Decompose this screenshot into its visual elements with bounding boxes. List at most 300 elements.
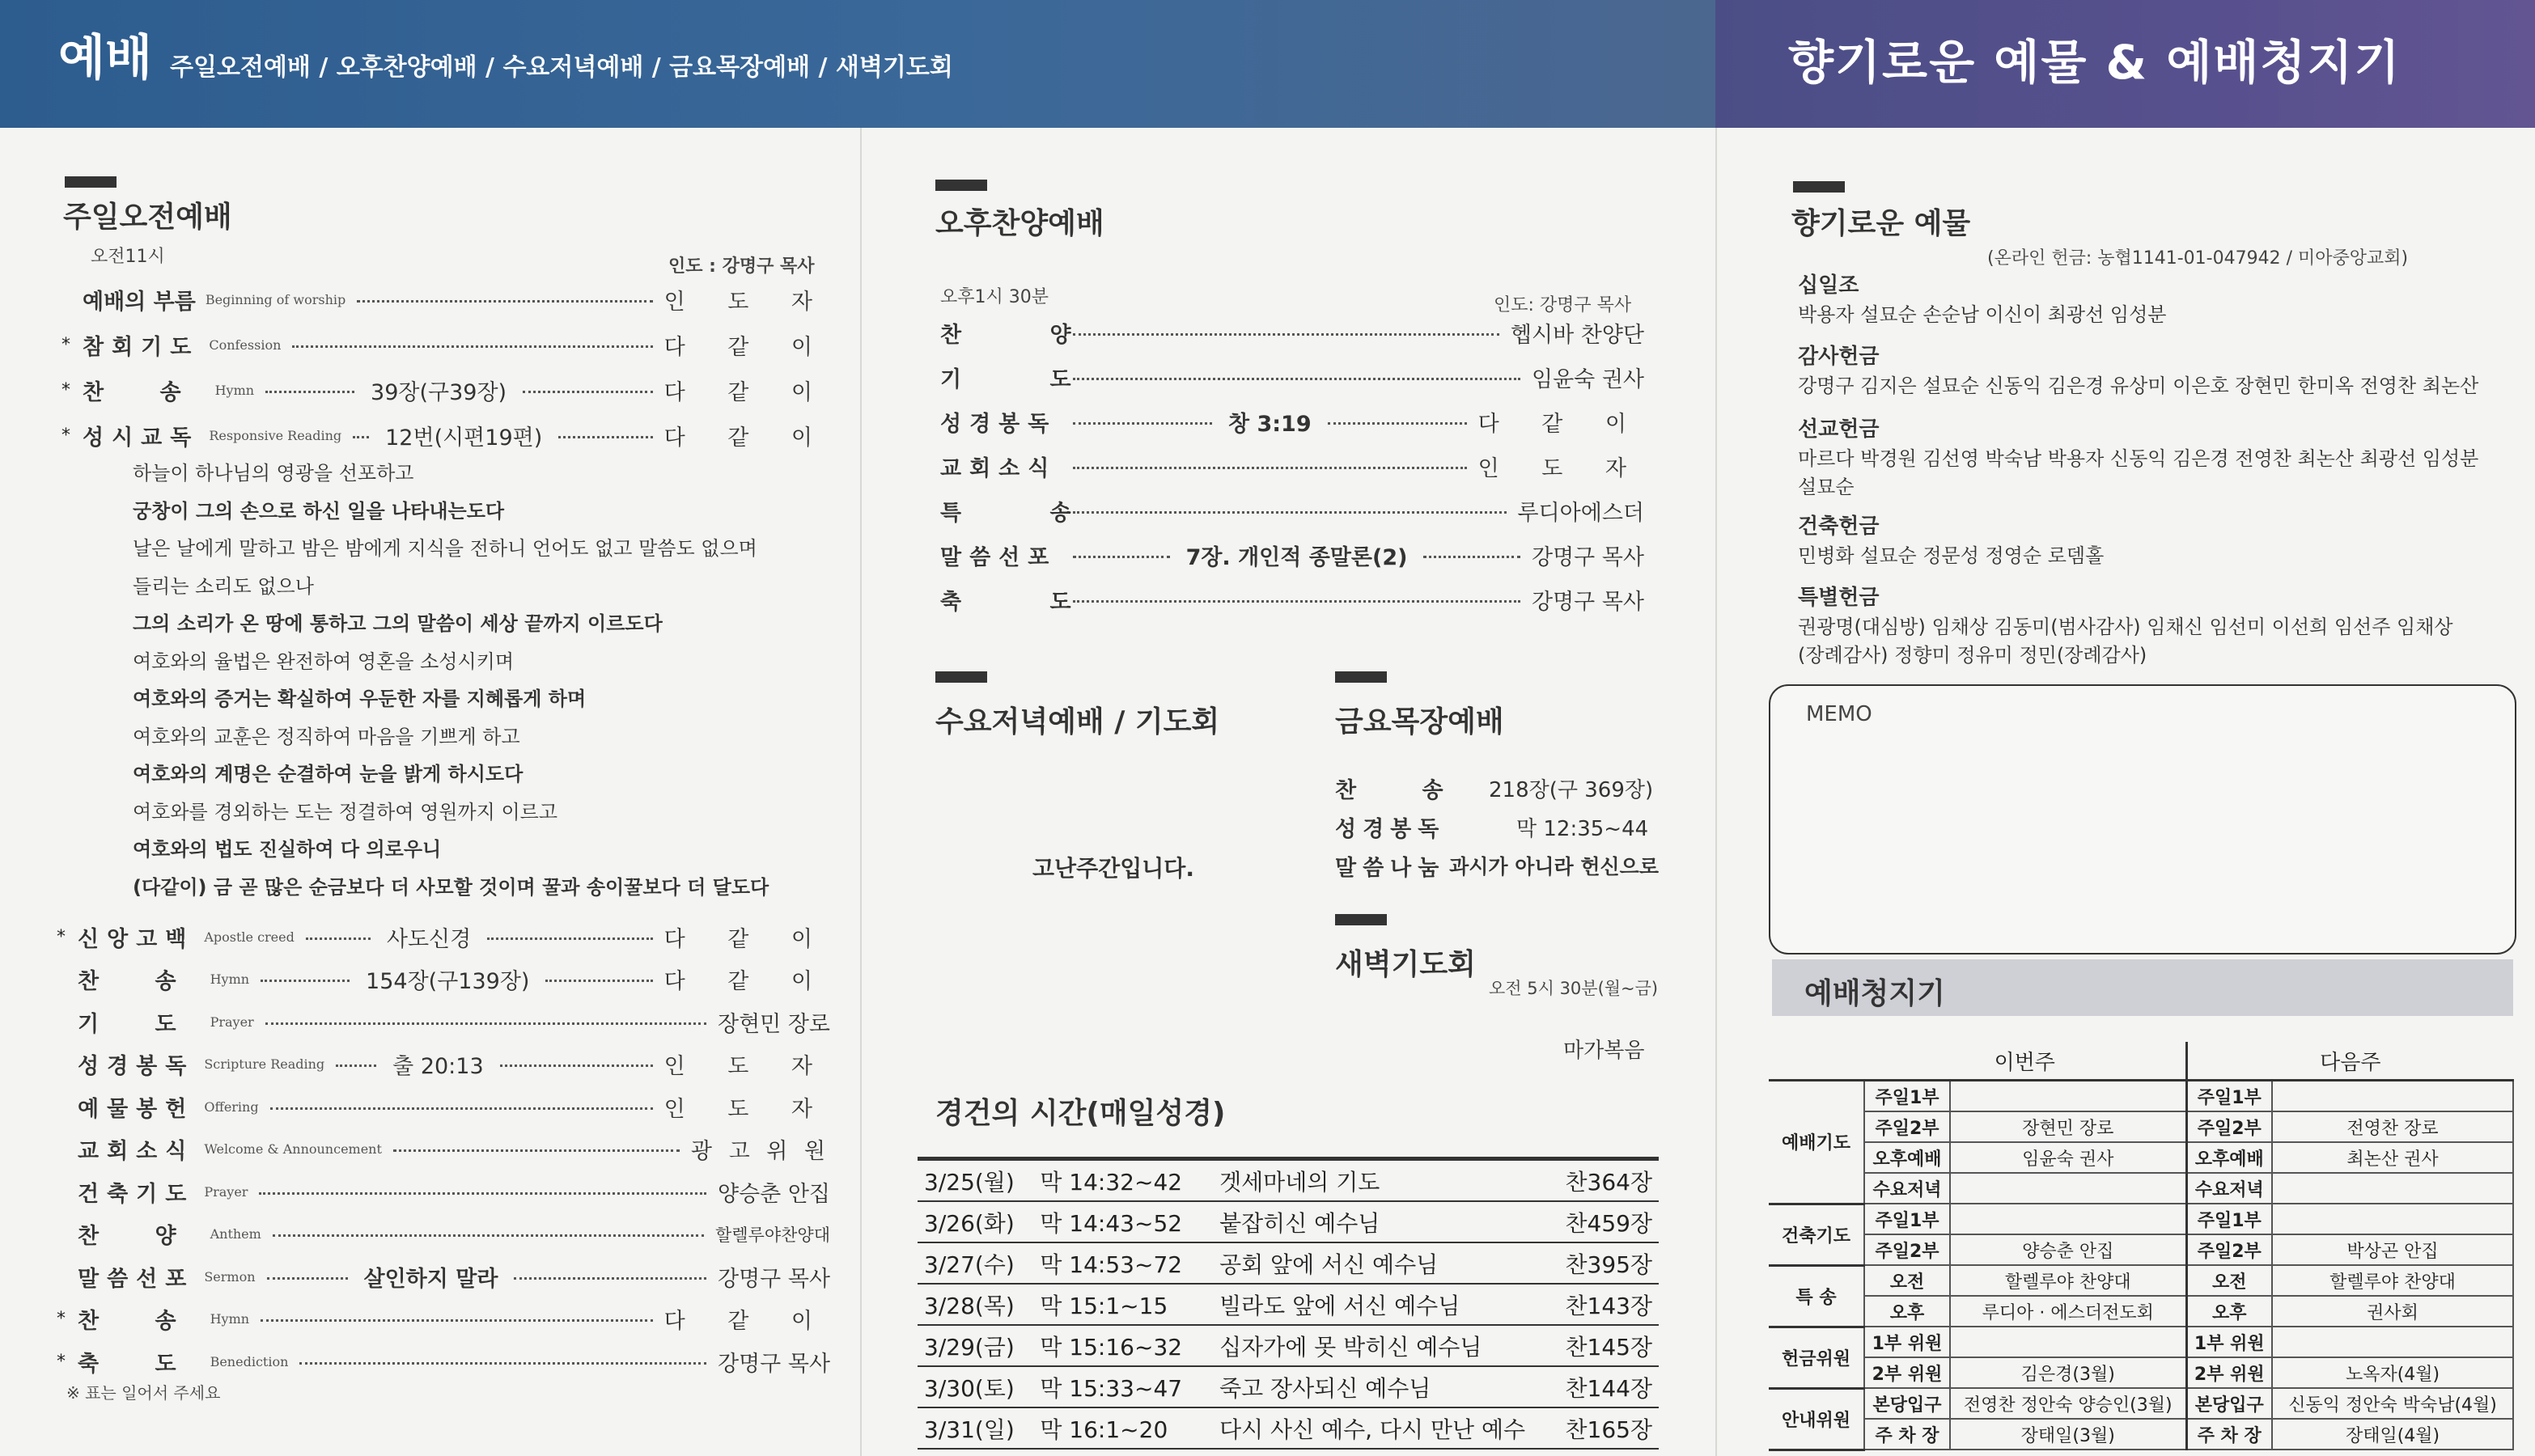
devotion-date: 3/29(금) <box>924 1333 1015 1361</box>
leader-dots <box>261 1319 653 1322</box>
duty-row <box>1769 1296 2513 1327</box>
duty-name-this: 할렐루야 찬양대 <box>1950 1265 2186 1296</box>
order-row <box>57 916 830 959</box>
responsive-reading <box>133 455 769 906</box>
panel-fold-2 <box>1715 128 1717 1456</box>
offering-account: (온라인 헌금: 농협1141-01-047942 / 미아중앙교회) <box>1987 248 2409 269</box>
offering-group-names: (장례감사) 정향미 정유미 정민(장례감사) <box>1798 644 2147 667</box>
order-eng: Benediction <box>210 1353 289 1369</box>
devotion-theme: 다시 사신 예수, 다시 만난 예수 <box>1219 1416 1526 1443</box>
duty-slot: 주일2부 <box>2186 1234 2272 1265</box>
devotion-passage: 막 14:43~52 <box>1040 1209 1183 1237</box>
duty-slot: 주일1부 <box>2186 1081 2272 1112</box>
order-row <box>57 959 830 1001</box>
order-label: 찬 송 <box>78 969 201 995</box>
order-who: 다 같 이 <box>663 969 830 995</box>
devotion-passage: 막 15:16~32 <box>1040 1333 1183 1361</box>
duty-slot: 주일2부 <box>1864 1234 1950 1265</box>
order-who: 강명구 목사 <box>718 1351 830 1377</box>
order-label: 기 도 <box>940 367 1112 392</box>
star-mark: * <box>57 1309 66 1330</box>
leader-dots <box>273 1234 704 1237</box>
duty-name-this <box>1950 1327 2186 1357</box>
order-eng: Anthem <box>210 1226 261 1242</box>
order-who: 광 고 위 원 <box>690 1139 830 1165</box>
duty-slot: 오후 <box>2186 1296 2272 1327</box>
order-row <box>61 413 830 458</box>
devotion-date: 3/30(토) <box>924 1374 1015 1402</box>
leader-dots <box>514 1277 706 1280</box>
order-label: 축 도 <box>940 590 1112 615</box>
devotion-date: 3/31(일) <box>924 1416 1015 1443</box>
duty-row <box>1769 1265 2513 1296</box>
afternoon-time: 오후1시 30분 <box>940 287 1049 307</box>
reading-line: 여호와의 증거는 확실하여 우둔한 자를 지혜롭게 하며 <box>133 688 587 710</box>
duty-name-next: 박상곤 안집 <box>2272 1234 2513 1265</box>
duty-name-this: 루디아 · 에스더전도회 <box>1950 1296 2186 1327</box>
duty-header <box>1772 959 2513 1016</box>
order-label: 교회소식 <box>78 1139 195 1165</box>
offering-group-title: 선교헌금 <box>1798 417 1880 442</box>
order-label: 찬 양 <box>78 1224 201 1250</box>
leader-dots <box>1073 422 1212 425</box>
section-mark <box>1793 181 1845 193</box>
friday-label: 말씀나눔 <box>1335 855 1446 881</box>
duty-slot: 오후예배 <box>2186 1142 2272 1173</box>
devotion-hymn: 찬395장 <box>1565 1251 1652 1278</box>
order-row <box>57 1340 830 1383</box>
leader-dots <box>292 345 652 348</box>
devotion-row <box>918 1159 1659 1202</box>
duty-category: 예배기도 <box>1769 1081 1864 1204</box>
leader-dots <box>545 980 652 982</box>
order-who: 인 도 자 <box>663 289 830 315</box>
duty-name-next <box>2272 1204 2513 1234</box>
leader-dots <box>261 980 350 982</box>
devotion-row <box>918 1242 1659 1284</box>
star-mark: * <box>57 926 66 947</box>
dawn-title: 새벽기도회 <box>1335 948 1476 981</box>
order-who: 다 같 이 <box>663 334 830 360</box>
reading-line: 궁창이 그의 손으로 하신 일을 나타내는도다 <box>133 499 505 523</box>
leader-dots <box>558 436 652 438</box>
star-mark: * <box>61 334 70 355</box>
devotion-theme: 겟세마네의 기도 <box>1219 1168 1380 1196</box>
devotion-row <box>918 1407 1659 1449</box>
devotion-theme: 붙잡히신 예수님 <box>1219 1209 1380 1237</box>
devotion-table-wrap <box>918 1157 1659 1450</box>
duty-name-this: 양승춘 안집 <box>1950 1234 2186 1265</box>
order-label: 참회기도 <box>83 334 200 360</box>
order-mid: 7장. 개인적 종말론(2) <box>1185 545 1408 570</box>
order-row <box>940 578 1644 622</box>
leader-dots <box>270 1107 653 1110</box>
order-eng: Offering <box>204 1098 259 1115</box>
duty-slot: 주일2부 <box>1864 1111 1950 1142</box>
duty-slot: 오후예배 <box>1864 1142 1950 1173</box>
reading-line: 그의 소리가 온 땅에 통하고 그의 말씀이 세상 끝까지 이르도다 <box>133 612 663 635</box>
reading-line: 여호와의 계명은 순결하여 눈을 밝게 하시도다 <box>133 763 524 785</box>
offering-group <box>1798 581 2502 667</box>
afternoon-leader: 인도: 강명구 목사 <box>1494 295 1632 315</box>
leader-dots <box>1073 511 1507 514</box>
reading-line: 하늘이 하나님의 영광을 선포하고 <box>133 462 414 485</box>
order-who: 양승춘 안집 <box>718 1181 830 1207</box>
sunday-title: 주일오전예배 <box>63 201 232 234</box>
devotion-date: 3/26(화) <box>924 1209 1015 1237</box>
section-mark <box>935 671 987 683</box>
order-eng: Hymn <box>210 971 250 988</box>
leader-dots <box>267 1277 348 1280</box>
order-eng: Hymn <box>210 1311 250 1327</box>
duty-name-this <box>1950 1081 2186 1112</box>
order-who: 헵시바 찬양단 <box>1510 323 1644 348</box>
order-mid: 살인하지 말라 <box>363 1266 498 1292</box>
star-mark: * <box>61 379 70 400</box>
duty-slot: 오후 <box>1864 1296 1950 1327</box>
duty-row <box>1769 1419 2513 1450</box>
duty-row <box>1769 1204 2513 1234</box>
offering-group-names: 마르다 박경원 김선영 박숙남 박용자 신동익 김은경 전영찬 최논산 최광선 임성분 <box>1798 447 2479 470</box>
order-label: 예배의 부름 <box>83 289 196 315</box>
order-mid: 12번(시편19편) <box>385 425 543 451</box>
devotion-row <box>918 1201 1659 1242</box>
duty-name-this: 장현민 장로 <box>1950 1111 2186 1142</box>
order-row <box>57 1043 830 1086</box>
order-label: 신앙고백 <box>78 926 195 952</box>
leader-dots <box>1073 378 1520 380</box>
order-eng: Prayer <box>210 1014 254 1030</box>
order-label: 말씀선포 <box>78 1266 195 1292</box>
order-who: 다 같 이 <box>663 1309 830 1335</box>
reading-line: 날은 날에게 말하고 밤은 밤에게 지식을 전하니 언어도 없고 말씀도 없으며 <box>133 537 757 560</box>
order-mid: 39장(구39장) <box>371 379 507 405</box>
devotion-hymn: 찬144장 <box>1565 1374 1652 1402</box>
leader-dots <box>1073 333 1499 336</box>
leader-dots <box>336 1064 376 1067</box>
offering-group <box>1798 340 2502 413</box>
order-row <box>940 444 1644 489</box>
leader-dots <box>500 1064 653 1067</box>
duty-slot: 본당입구 <box>2186 1388 2272 1419</box>
order-who: 인 도 자 <box>663 1054 830 1080</box>
duty-body <box>1769 1081 2513 1450</box>
order-eng: Apostle creed <box>204 929 295 945</box>
devotion-theme: 빌라도 앞에 서신 예수님 <box>1219 1292 1460 1319</box>
duty-category: 헌금위원 <box>1769 1327 1864 1388</box>
order-eng: Welcome & Announcement <box>204 1141 382 1158</box>
order-who: 임윤숙 권사 <box>1532 367 1644 392</box>
section-mark <box>935 180 987 191</box>
duty-head-empty <box>1769 1042 1864 1081</box>
sunday-time: 오전11시 <box>91 247 165 267</box>
leader-dots <box>299 1362 706 1365</box>
leader-dots <box>265 391 354 393</box>
offering-group-names: 민병화 설묘순 정문성 정영순 로뎀홀 <box>1798 544 2105 567</box>
duty-slot: 1부 위원 <box>2186 1327 2272 1357</box>
duty-slot: 수요저녁 <box>1864 1173 1950 1204</box>
order-mid: 출 20:13 <box>392 1054 484 1080</box>
order-who: 인 도 자 <box>663 1096 830 1122</box>
duty-name-next: 전영찬 장로 <box>2272 1111 2513 1142</box>
duty-slot: 1부 위원 <box>1864 1327 1950 1357</box>
reading-line: (다같이) 금 곧 많은 순금보다 더 사모할 것이며 꿀과 송이꿀보다 더 달도다 <box>133 875 769 899</box>
duty-title: 예배청지기 <box>1804 977 1945 1010</box>
devotion-date: 3/27(수) <box>924 1251 1015 1278</box>
duty-slot: 주일1부 <box>1864 1081 1950 1112</box>
leader-dots <box>353 436 369 438</box>
sunday-order-bottom <box>57 916 830 1383</box>
leader-dots <box>1073 556 1170 558</box>
order-eng: Confession <box>209 336 282 353</box>
sunday-leader: 인도 : 강명구 목사 <box>668 256 815 277</box>
afternoon-order <box>940 311 1644 622</box>
offering-group-names: 박용자 설묘순 손순남 이신이 최광선 임성분 <box>1798 303 2167 326</box>
order-who: 다 같 이 <box>663 379 830 405</box>
devotion-hymn: 찬143장 <box>1565 1292 1652 1319</box>
duty-name-next: 최논산 권사 <box>2272 1142 2513 1173</box>
leader-dots <box>265 1022 706 1025</box>
order-eng: Responsive Reading <box>209 427 342 443</box>
reading-line: 여호와의 법도 진실하여 다 의로우니 <box>133 838 442 861</box>
order-label: 찬 양 <box>940 323 1112 348</box>
order-row <box>940 400 1644 444</box>
offering-group-title: 특별헌금 <box>1798 586 1880 610</box>
friday-row <box>1335 807 1659 846</box>
devotion-date: 3/25(월) <box>924 1168 1015 1196</box>
order-label: 성시교독 <box>83 425 200 451</box>
devotion-passage: 막 16:1~20 <box>1040 1416 1168 1443</box>
order-who: 장현민 장로 <box>718 1011 830 1037</box>
friday-value: 218장(구 369장) <box>1489 777 1654 802</box>
header-right-title: 향기로운 예물 & 예배청지기 <box>1788 35 2401 90</box>
order-row <box>57 1170 830 1213</box>
order-who: 루디아에스더 <box>1517 501 1644 526</box>
wednesday-title: 수요저녁예배 / 기도회 <box>935 705 1220 739</box>
star-mark: * <box>61 425 70 446</box>
duty-name-next: 권사회 <box>2272 1296 2513 1327</box>
duty-name-this: 임윤숙 권사 <box>1950 1142 2186 1173</box>
offering-group-names: 설묘순 <box>1798 476 1855 498</box>
order-who: 강명구 목사 <box>1532 545 1645 570</box>
friday-value: 막 12:35~44 <box>1516 816 1649 841</box>
order-row <box>61 322 830 367</box>
offering-group <box>1798 413 2502 510</box>
order-row <box>940 311 1644 355</box>
devotion-passage: 막 15:1~15 <box>1040 1292 1168 1319</box>
order-mid: 154장(구139장) <box>366 969 530 995</box>
duty-row <box>1769 1327 2513 1357</box>
duty-name-next <box>2272 1173 2513 1204</box>
duty-row <box>1769 1388 2513 1419</box>
friday-title: 금요목장예배 <box>1335 705 1504 739</box>
devotion-passage: 막 14:32~42 <box>1040 1168 1183 1196</box>
reading-line: 여호와를 경외하는 도는 정결하여 영원까지 이르고 <box>133 800 558 823</box>
devotion-hymn: 찬165장 <box>1565 1416 1652 1443</box>
duty-name-next: 노옥자(4월) <box>2272 1357 2513 1388</box>
duty-row <box>1769 1357 2513 1388</box>
duty-slot: 2부 위원 <box>2186 1357 2272 1388</box>
offering-group-names: 강명구 김지은 설묘순 신동익 김은경 유상미 이은호 장현민 한미옥 전영찬 최논산 <box>1798 375 2479 397</box>
duty-table <box>1769 1042 2514 1451</box>
friday-row <box>1335 846 1659 885</box>
offering-group <box>1798 269 2502 340</box>
offering-group <box>1798 510 2502 581</box>
order-label: 찬 송 <box>78 1309 201 1335</box>
devotion-hymn: 찬145장 <box>1565 1333 1652 1361</box>
order-who: 할렐루야찬양대 <box>714 1225 830 1245</box>
duty-slot: 오전 <box>2186 1265 2272 1296</box>
devotion-passage: 막 14:53~72 <box>1040 1251 1183 1278</box>
duty-category: 건축기도 <box>1769 1204 1864 1265</box>
wednesday-note: 고난주간입니다. <box>1032 855 1194 882</box>
dawn-book: 마가복음 <box>1563 1039 1645 1063</box>
devotion-title: 경건의 시간(매일성경) <box>935 1097 1226 1130</box>
devotion-table <box>918 1157 1659 1450</box>
friday-value: 과시가 아니라 헌신으로 <box>1449 855 1659 878</box>
order-eng: Sermon <box>204 1268 256 1285</box>
order-label: 성경봉독 <box>940 412 1058 437</box>
order-row <box>57 1298 830 1341</box>
duty-slot: 주일1부 <box>1864 1204 1950 1234</box>
order-label: 찬 송 <box>83 379 206 405</box>
order-label: 교회소식 <box>940 456 1058 481</box>
leader-dots <box>1328 422 1467 425</box>
duty-slot: 수요저녁 <box>2186 1173 2272 1204</box>
star-mark: * <box>57 1351 66 1372</box>
devotion-row <box>918 1366 1659 1407</box>
section-mark <box>65 176 117 188</box>
duty-name-this: 김은경(3월) <box>1950 1357 2186 1388</box>
friday-row <box>1335 768 1659 807</box>
duty-row <box>1769 1081 2513 1112</box>
leader-dots <box>1073 600 1520 603</box>
order-label: 예물봉헌 <box>78 1096 195 1122</box>
leader-dots <box>259 1192 706 1195</box>
duty-row <box>1769 1234 2513 1265</box>
duty-name-this <box>1950 1204 2186 1234</box>
leader-dots <box>523 391 653 393</box>
duty-name-next <box>2272 1081 2513 1112</box>
panel-fold-1 <box>860 128 862 1456</box>
section-mark <box>1335 914 1387 925</box>
devotion-date: 3/28(목) <box>924 1292 1015 1319</box>
header-subtitle: 주일오전예배 / 오후찬양예배 / 수요저녁예배 / 금요목장예배 / 새벽기도회 <box>170 53 953 82</box>
duty-row <box>1769 1111 2513 1142</box>
duty-slot: 주 차 장 <box>1864 1419 1950 1450</box>
devotion-row <box>918 1284 1659 1325</box>
leader-dots <box>487 938 652 940</box>
reading-line: 들리는 소리도 없으나 <box>133 574 314 598</box>
offering-title: 향기로운 예물 <box>1791 207 1971 240</box>
order-who: 다 같 이 <box>663 926 830 952</box>
order-row <box>57 1086 830 1128</box>
dawn-time: 오전 5시 30분(월~금) <box>1489 979 1659 998</box>
duty-name-next: 할렐루야 찬양대 <box>2272 1265 2513 1296</box>
sunday-order-top <box>61 277 830 458</box>
devotion-body <box>918 1159 1659 1450</box>
order-who: 다 같 이 <box>663 425 830 451</box>
order-row <box>940 489 1644 533</box>
order-row <box>940 355 1644 400</box>
duty-row <box>1769 1142 2513 1173</box>
duty-head-row <box>1769 1042 2513 1081</box>
order-row <box>61 367 830 413</box>
duty-slot: 오전 <box>1864 1265 1950 1296</box>
offering-groups <box>1798 269 2502 667</box>
order-row <box>57 1213 830 1256</box>
order-row <box>940 533 1644 578</box>
order-eng: Hymn <box>214 382 255 398</box>
standing-note: ※ 표는 일어서 주세요 <box>66 1383 221 1403</box>
duty-slot: 본당입구 <box>1864 1388 1950 1419</box>
devotion-hymn: 찬364장 <box>1565 1168 1652 1196</box>
order-who: 강명구 목사 <box>1532 590 1644 615</box>
order-label: 축 도 <box>78 1351 201 1377</box>
order-mid: 사도신경 <box>386 926 472 952</box>
offering-group-title: 건축헌금 <box>1798 514 1880 539</box>
order-who: 인 도 자 <box>1477 456 1644 481</box>
offering-group-title: 십일조 <box>1798 273 1859 298</box>
order-who: 강명구 목사 <box>718 1266 830 1292</box>
duty-row <box>1769 1173 2513 1204</box>
order-eng: Beginning of worship <box>205 291 346 307</box>
duty-head-next: 다음주 <box>2186 1042 2513 1081</box>
order-label: 기 도 <box>78 1011 201 1037</box>
devotion-passage: 막 15:33~47 <box>1040 1374 1183 1402</box>
offering-group-names: 권광명(대심방) 임채상 김동미(범사감사) 임채신 임선미 이선희 임선주 임채상 <box>1798 616 2453 638</box>
devotion-theme: 죽고 장사되신 예수님 <box>1219 1374 1431 1402</box>
duty-table-wrap <box>1769 1042 2513 1451</box>
duty-slot: 주일2부 <box>2186 1111 2272 1142</box>
duty-slot: 주일1부 <box>2186 1204 2272 1234</box>
devotion-hymn: 찬459장 <box>1565 1209 1652 1237</box>
order-label: 건축기도 <box>78 1181 195 1207</box>
duty-name-next <box>2272 1327 2513 1357</box>
order-row <box>61 277 830 322</box>
friday-label: 성경봉독 <box>1335 816 1446 842</box>
devotion-theme: 십자가에 못 박히신 예수님 <box>1219 1333 1482 1361</box>
friday-label: 찬 송 <box>1335 777 1473 803</box>
duty-category: 특 송 <box>1769 1265 1864 1327</box>
header-title: 예배 <box>58 30 152 87</box>
duty-category: 안내위원 <box>1769 1388 1864 1450</box>
leader-dots <box>306 938 371 940</box>
duty-name-this: 전영찬 정안숙 양승인(3월) <box>1950 1388 2186 1419</box>
afternoon-title: 오후찬양예배 <box>935 207 1104 240</box>
order-row <box>57 1128 830 1171</box>
section-mark <box>1335 671 1387 683</box>
duty-name-this <box>1950 1173 2186 1204</box>
order-who: 다 같 이 <box>1477 412 1644 437</box>
offering-group-title: 감사헌금 <box>1798 345 1880 369</box>
leader-dots <box>1073 467 1467 469</box>
memo-box[interactable] <box>1769 684 2516 954</box>
friday-list <box>1335 768 1659 885</box>
order-mid: 창 3:19 <box>1227 412 1312 437</box>
memo-label: MEMO <box>1806 702 1872 726</box>
reading-line: 여호와의 교훈은 정직하여 마음을 기쁘게 하고 <box>133 725 520 748</box>
order-eng: Prayer <box>204 1183 248 1200</box>
duty-name-next: 신동익 정안숙 박숙남(4월) <box>2272 1388 2513 1419</box>
leader-dots <box>1423 556 1520 558</box>
duty-head-this: 이번주 <box>1864 1042 2186 1081</box>
duty-slot: 주 차 장 <box>2186 1419 2272 1450</box>
order-eng: Scripture Reading <box>204 1056 325 1073</box>
order-label: 성경봉독 <box>78 1054 195 1080</box>
reading-line: 여호와의 율법은 완전하여 영혼을 소성시키며 <box>133 650 515 673</box>
devotion-theme: 공회 앞에 서신 예수님 <box>1219 1251 1439 1278</box>
